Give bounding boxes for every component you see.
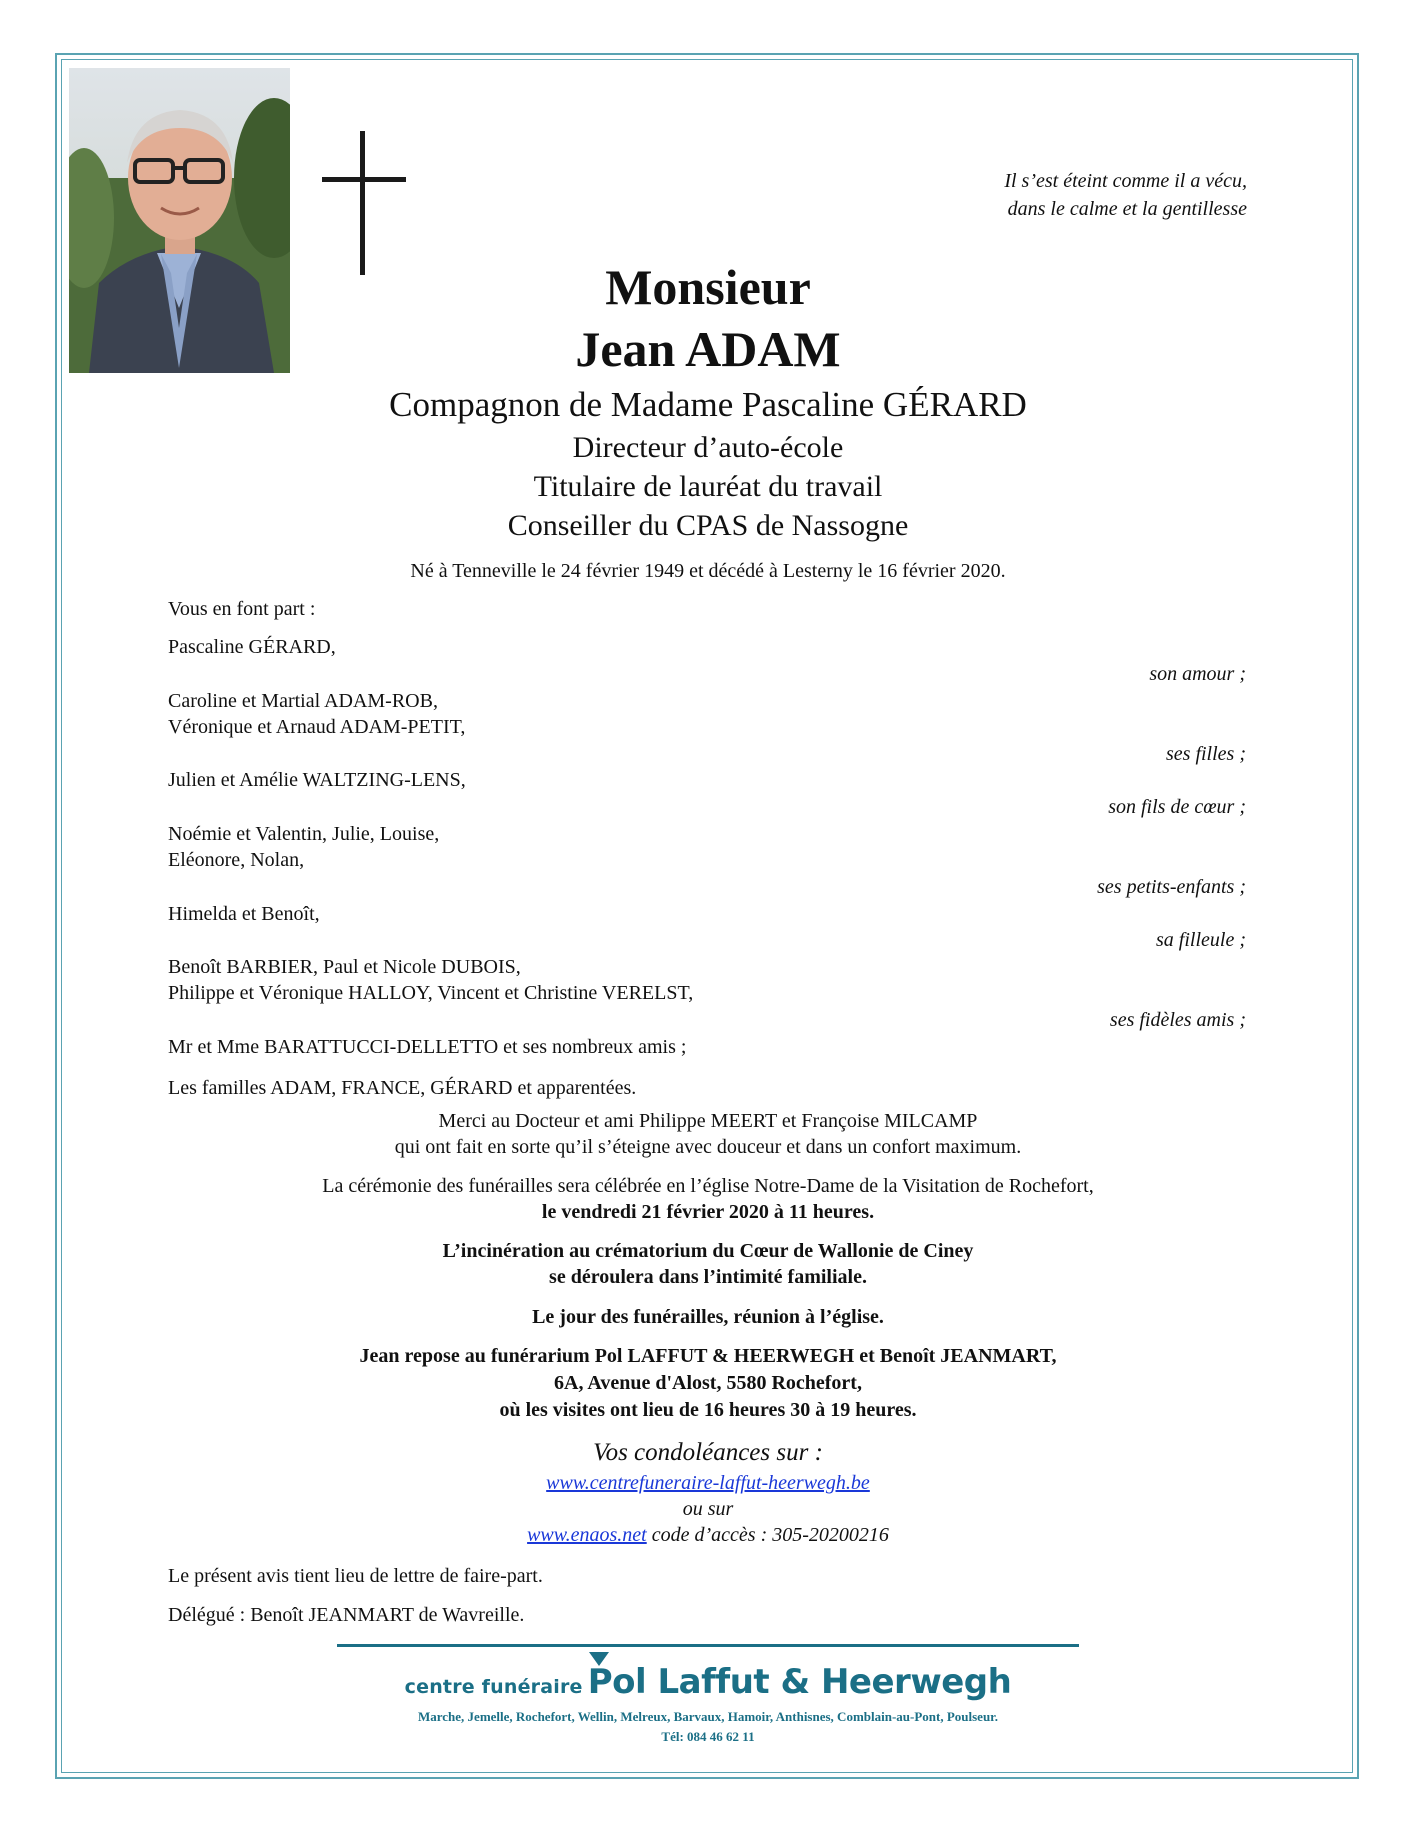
ceremony-line-1: La cérémonie des funérailles sera célébrée en l’église Notre-Dame de la Visitation de Rochefort, [322,1175,1094,1197]
condolences-enaos-row [0,1522,1416,1549]
thanks-line-2: qui ont fait en sorte qu’il s’éteigne avec douceur et dans un confort maximum. [394,1136,1022,1158]
family-name: Pascaline GÉRARD, [168,636,336,658]
deceased-title: Monsieur [605,259,811,315]
families-line: Les familles ADAM, FRANCE, GÉRARD et apparentées. [168,1077,637,1099]
family-relation: son fils de cœur ; [1108,796,1246,818]
family-relation: sa filleule ; [1156,929,1246,951]
family-name: Véronique et Arnaud ADAM-PETIT, [168,716,466,738]
friends-line: Mr et Mme BARATTUCCI-DELLETTO et ses nombreux amis ; [168,1036,687,1058]
cremation-line-1: L’incinération au crématorium du Cœur de Wallonie de Ciney [442,1240,974,1262]
condolences-heading: Vos condoléances sur : [593,1439,823,1466]
logo-phone: Tél: 084 46 62 11 [661,1729,755,1744]
logo-big-text: Pol Laffut & Heerwegh [587,1662,1012,1702]
thanks-line-1: Merci au Docteur et ami Philippe MEERT et Françoise MILCAMP [438,1110,978,1132]
notice-line: Le présent avis tient lieu de lettre de faire-part. [168,1565,543,1587]
cremation-line-2: se déroulera dans l’intimité familiale. [549,1266,867,1288]
visit-hours: où les visites ont lieu de 16 heures 30 à 19 heures. [499,1399,917,1421]
funerarium-line-1: Jean repose au funérarium Pol LAFFUT & HEERWEGH et Benoît JEANMART, [359,1345,1057,1367]
condolences-link-row [0,1470,1416,1497]
family-relation: son amour ; [1149,663,1246,685]
announce-line: Vous en font part : [168,598,316,620]
family-name: Julien et Amélie WALTZING-LENS, [168,769,466,791]
epitaph-quote: Il s’est éteint comme il a vécu, dans le calme et la gentillesse [1004,170,1247,220]
cross-icon [322,131,406,275]
condolences-or: ou sur [682,1498,734,1520]
family-relation: ses filles ; [1166,743,1246,765]
ceremony-date: le vendredi 21 février 2020 à 11 heures. [541,1201,875,1223]
role-line-1: Directeur d’auto-école [572,431,844,464]
birth-death-line: Né à Tenneville le 24 février 1949 et décédé à Lesterny le 16 février 2020. [410,560,1006,582]
delegate-line: Délégué : Benoît JEANMART de Wavreille. [168,1604,525,1626]
family-relation: ses petits-enfants ; [1097,876,1246,898]
meeting-line: Le jour des funérailles, réunion à l’église. [532,1306,884,1328]
family-name: Philippe et Véronique HALLOY, Vincent et Christine VERELST, [168,982,694,1004]
family-relation: ses fidèles amis ; [1109,1009,1246,1031]
family-name: Himelda et Benoît, [168,903,320,925]
companion-line: Compagnon de Madame Pascaline GÉRARD [389,385,1027,424]
logo-small-text: centre funéraire [404,1676,583,1698]
funeral-home-logo [0,1662,1416,1702]
role-line-2: Titulaire de lauréat du travail [533,470,883,503]
family-name: Benoît BARBIER, Paul et Nicole DUBOIS, [168,956,521,978]
family-name: Caroline et Martial ADAM-ROB, [168,690,438,712]
condolences-link-enaos[interactable]: www.enaos.net [527,1524,647,1546]
deceased-name: Jean ADAM [575,321,841,377]
family-name: Eléonore, Nolan, [168,849,305,871]
logo-separator [337,1644,1079,1647]
funerarium-address: 6A, Avenue d'Alost, 5580 Rochefort, [554,1372,862,1394]
role-line-3: Conseiller du CPAS de Nassogne [507,509,909,542]
logo-towns: Marche, Jemelle, Rochefort, Wellin, Melreux, Barvaux, Hamoir, Anthisnes, Comblain-au-Pont, Poulseur. [417,1709,999,1724]
family-name: Noémie et Valentin, Julie, Louise, [168,823,440,845]
access-code: code d’accès : 305-20200216 [651,1524,889,1546]
condolences-link-centrefuneraire[interactable]: www.centrefuneraire-laffut-heerwegh.be [546,1472,870,1494]
